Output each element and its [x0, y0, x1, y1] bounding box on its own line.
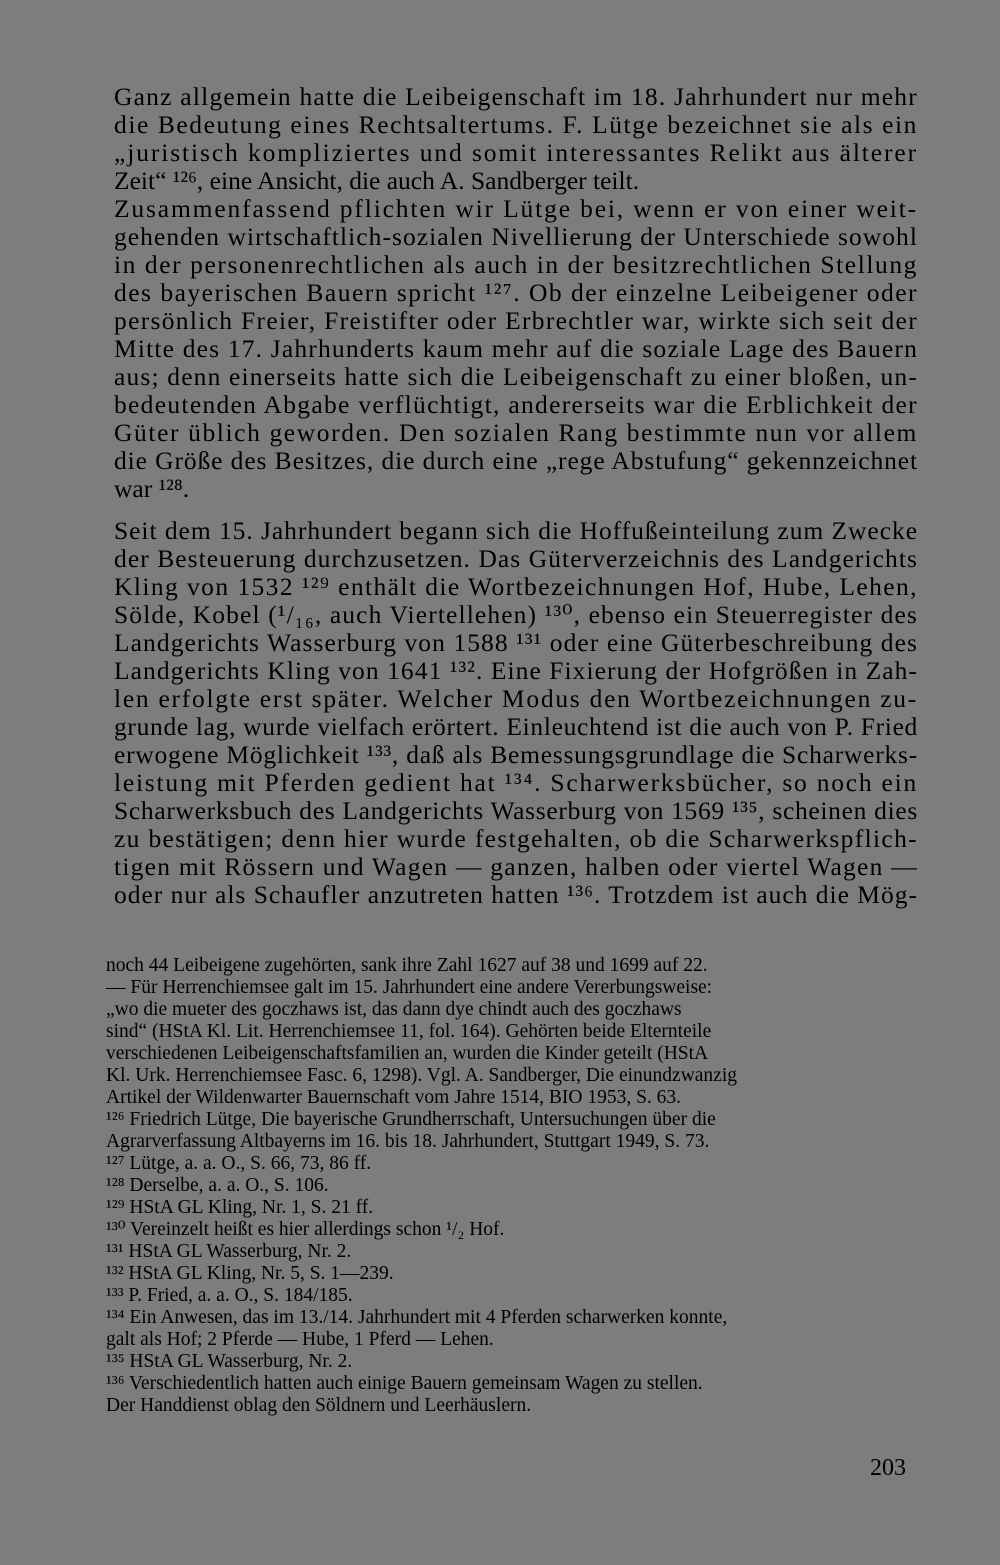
body-line: Landgerichts Wasserburg von 1588 ¹³¹ oder eine Güterbeschreibung des: [114, 628, 919, 657]
footnote-line: ¹²⁷ Lütge, a. a. O., S. 66, 73, 86 ff.: [106, 1153, 372, 1174]
footnote-line: ¹³⁰ Vereinzelt heißt es hier allerdings schon ¹/₂ Hof.: [106, 1219, 505, 1240]
footnote-line: Artikel der Wildenwarter Bauernschaft vom Jahre 1514, BIO 1953, S. 63.: [106, 1087, 682, 1108]
footnote-line: noch 44 Leibeigene zugehörten, sank ihre Zahl 1627 auf 38 und 1699 auf 22.: [106, 955, 708, 976]
footnote-line: verschiedenen Leibeigenschaftsfamilien an, wurden die Kinder geteilt (HStA: [106, 1043, 709, 1064]
body-line: des bayerischen Bauern spricht ¹²⁷. Ob der einzelne Leibeigener oder: [114, 278, 918, 307]
body-line: grunde lag, wurde vielfach erörtert. Einleuchtend ist die auch von P. Fried: [114, 712, 918, 741]
body-line: Zusammenfassend pflichten wir Lütge bei, wenn er von einer weit-: [114, 194, 919, 223]
body-line: Ganz allgemein hatte die Leibeigenschaft im 18. Jahrhundert nur mehr: [114, 82, 918, 111]
footnote-line: ¹³⁵ HStA GL Wasserburg, Nr. 2.: [106, 1351, 353, 1372]
footnote-line: „wo die mueter des goczhaws ist, das dann dye chindt auch des goczhaws: [106, 999, 682, 1020]
body-line: Landgerichts Kling von 1641 ¹³². Eine Fixierung der Hofgrößen in Zah-: [114, 656, 919, 685]
footnote-line: ¹²⁶ Friedrich Lütge, Die bayerische Grundherrschaft, Untersuchungen über die: [106, 1109, 716, 1130]
body-line: der Besteuerung durchzusetzen. Das Güterverzeichnis des Landgerichts: [114, 544, 918, 573]
body-line: aus; denn einerseits hatte sich die Leibeigenschaft zu einer bloßen, un-: [114, 362, 918, 391]
footnote-line: ¹²⁸ Derselbe, a. a. O., S. 106.: [106, 1175, 329, 1196]
body-line: „juristisch kompliziertes und somit interessantes Relikt aus älterer: [114, 138, 919, 167]
footnote-line: — Für Herrenchiemsee galt im 15. Jahrhundert eine andere Vererbungsweise:: [106, 977, 713, 998]
body-line: war ¹²⁸.: [114, 474, 190, 503]
body-line: gehenden wirtschaftlich-sozialen Nivellierung der Unterschiede sowohl: [114, 222, 918, 251]
body-line: bedeutenden Abgabe verflüchtigt, andererseits war die Erblichkeit der: [114, 390, 918, 419]
body-line: Güter üblich geworden. Den sozialen Rang bestimmte nun vor allem: [114, 418, 918, 447]
body-line: len erfolgte erst später. Welcher Modus den Wortbezeichnungen zu-: [114, 684, 918, 713]
body-line: Kling von 1532 ¹²⁹ enthält die Wortbezeichnungen Hof, Hube, Lehen,: [114, 572, 918, 601]
footnote-line: ¹³³ P. Fried, a. a. O., S. 184/185.: [106, 1285, 353, 1306]
body-line: persönlich Freier, Freistifter oder Erbrechtler war, wirkte sich seit der: [114, 306, 918, 335]
body-line: oder nur als Schaufler anzutreten hatten ¹³⁶. Trotzdem ist auch die Mög-: [114, 880, 918, 909]
footnote-line: ¹³⁶ Verschiedentlich hatten auch einige Bauern gemeinsam Wagen zu stellen.: [106, 1373, 703, 1394]
body-line: Scharwerksbuch des Landgerichts Wasserburg von 1569 ¹³⁵, scheinen dies: [114, 796, 918, 825]
footnote-line: Der Handdienst oblag den Söldnern und Leerhäuslern.: [106, 1395, 532, 1416]
footnote-line: ¹³² HStA GL Kling, Nr. 5, S. 1—239.: [106, 1263, 394, 1284]
body-line: Zeit“ ¹²⁶, eine Ansicht, die auch A. Sandberger teilt.: [114, 166, 640, 195]
body-line: in der personenrechtlichen als auch in der besitzrechtlichen Stellung: [114, 250, 918, 279]
footnote-line: ¹³¹ HStA GL Wasserburg, Nr. 2.: [106, 1241, 352, 1262]
footnote-line: ¹³⁴ Ein Anwesen, das im 13./14. Jahrhundert mit 4 Pferden scharwerken konnte,: [106, 1307, 728, 1328]
body-line: die Größe des Besitzes, die durch eine „rege Abstufung“ gekennzeichnet: [114, 446, 918, 475]
body-line: erwogene Möglichkeit ¹³³, daß als Bemessungsgrundlage die Scharwerks-: [114, 740, 918, 769]
footnote-line: ¹²⁹ HStA GL Kling, Nr. 1, S. 21 ff.: [106, 1197, 374, 1218]
footnote-line: Agrarverfassung Altbayerns im 16. bis 18. Jahrhundert, Stuttgart 1949, S. 73.: [106, 1131, 710, 1152]
body-line: leistung mit Pferden gedient hat ¹³⁴. Scharwerksbücher, so noch ein: [114, 768, 918, 797]
footnote-line: galt als Hof; 2 Pferde — Hube, 1 Pferd — Lehen.: [106, 1329, 494, 1350]
page-number: 203: [870, 1455, 906, 1481]
footnote-line: sind“ (HStA Kl. Lit. Herrenchiemsee 11, fol. 164). Gehörten beide Elternteile: [106, 1021, 712, 1042]
body-line: die Bedeutung eines Rechtsaltertums. F. Lütge bezeichnet sie als ein: [114, 110, 918, 139]
footnote-line: Kl. Urk. Herrenchiemsee Fasc. 6, 1298). Vgl. A. Sandberger, Die einundzwanzig: [106, 1065, 737, 1086]
body-line: Seit dem 15. Jahrhundert begann sich die Hoffußeinteilung zum Zwecke: [114, 516, 918, 545]
body-line: zu bestätigen; denn hier wurde festgehalten, ob die Scharwerkspflich-: [114, 824, 919, 853]
body-line: tigen mit Rössern und Wagen — ganzen, halben oder viertel Wagen —: [114, 852, 918, 881]
body-line: Mitte des 17. Jahrhunderts kaum mehr auf die soziale Lage des Bauern: [114, 334, 918, 363]
body-line: Sölde, Kobel (¹/₁₆, auch Viertellehen) ¹³⁰, ebenso ein Steuerregister des: [114, 600, 918, 629]
